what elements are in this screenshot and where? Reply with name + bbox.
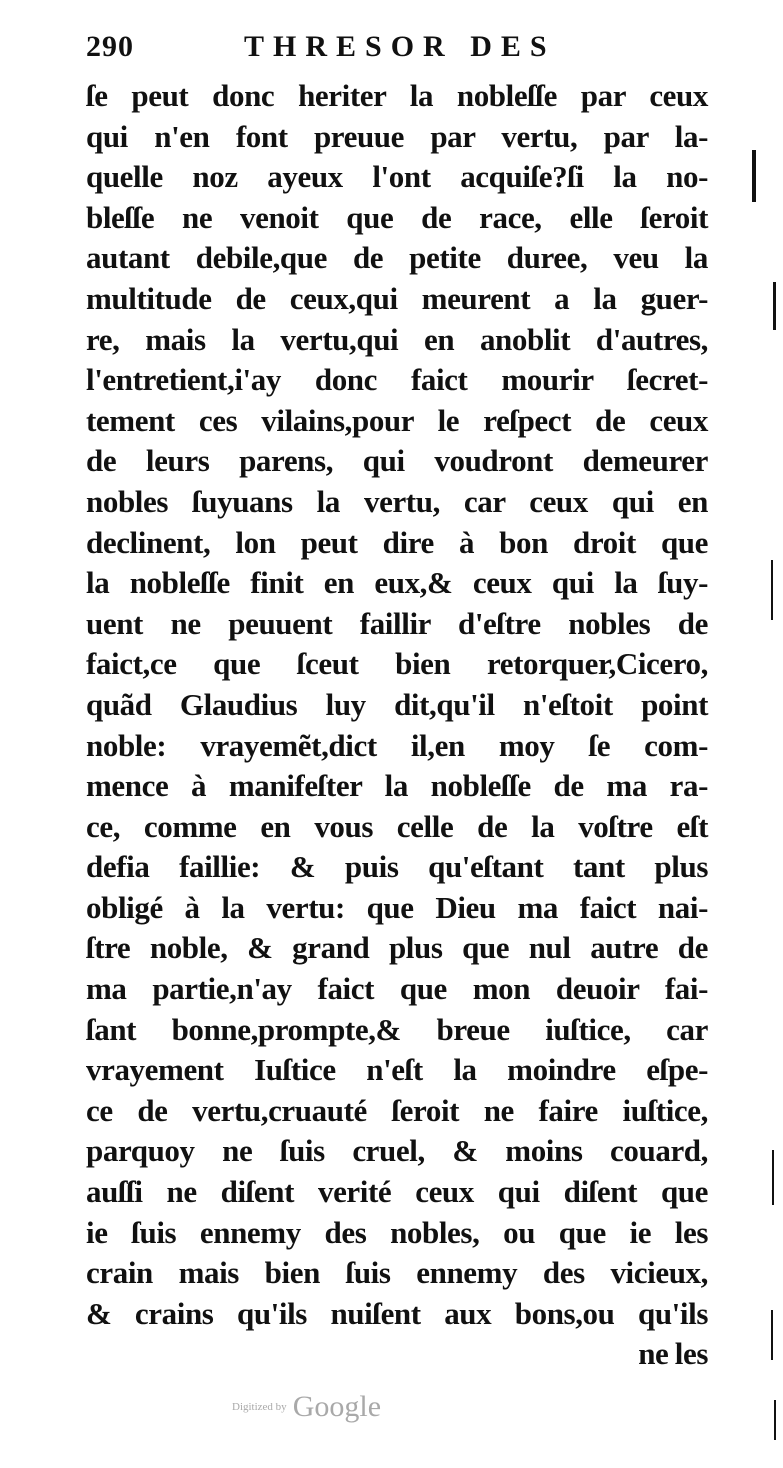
text-line: tement ces vilains,pour le reſpect de ceux bbox=[86, 402, 708, 438]
page-header bbox=[86, 30, 706, 70]
text-line: bleſſe ne venoit que de race, elle ſeroit bbox=[86, 199, 708, 235]
watermark-prefix: Digitized by bbox=[232, 1401, 287, 1413]
right-edge-mark bbox=[772, 1150, 774, 1205]
text-line: ſant bonne,prompte,& breue iuſtice, car bbox=[86, 1011, 708, 1047]
text-line: qui n'en font preuue par vertu, par la- bbox=[86, 118, 708, 154]
text-line: ce de vertu,cruauté ſeroit ne faire iuſtice, bbox=[86, 1092, 708, 1128]
text-line: faict,ce que ſceut bien retorquer,Cicero, bbox=[86, 646, 708, 682]
text-line: parquoy ne ſuis cruel, & moins couard, bbox=[86, 1133, 708, 1169]
right-edge-mark bbox=[771, 560, 773, 620]
text-line: & crains qu'ils nuiſent aux bons,ou qu'ils bbox=[86, 1295, 708, 1331]
running-head: THRESOR DES bbox=[244, 30, 556, 63]
text-line: obligé à la vertu: que Dieu ma faict nai- bbox=[86, 889, 708, 925]
text-line: de leurs parens, qui voudront demeurer bbox=[86, 443, 708, 479]
right-edge-mark bbox=[774, 1400, 776, 1440]
digitization-watermark bbox=[232, 1390, 381, 1424]
text-line: l'entretient,i'ay donc faict mourir ſecret- bbox=[86, 362, 708, 398]
right-edge-mark bbox=[752, 150, 756, 202]
text-line: vrayement Iuſtice n'eſt la moindre eſpe- bbox=[86, 1052, 708, 1088]
text-line: la nobleſſe finit en eux,& ceux qui la ſuy- bbox=[86, 565, 708, 601]
text-line: uent ne peuuent faillir d'eſtre nobles de bbox=[86, 605, 708, 641]
text-line: autant debile,que de petite duree, veu la bbox=[86, 240, 708, 276]
text-line: quelle noz ayeux l'ont acquiſe?ſi la no- bbox=[86, 159, 708, 195]
text-line: auſſi ne diſent verité ceux qui diſent que bbox=[86, 1174, 708, 1210]
text-line: nobles ſuyuans la vertu, car ceux qui en bbox=[86, 483, 708, 519]
text-line: ie ſuis ennemy des nobles, ou que ie les bbox=[86, 1214, 708, 1250]
text-line: ſe peut donc heriter la nobleſſe par ceux bbox=[86, 78, 708, 113]
right-edge-mark bbox=[771, 1310, 773, 1360]
text-line: re, mais la vertu,qui en anoblit d'autres, bbox=[86, 321, 708, 357]
catchword-line: ne les bbox=[638, 1336, 708, 1372]
text-line: declinent, lon peut dire à bon droit que bbox=[86, 524, 708, 560]
text-line: quãd Glaudius luy dit,qu'il n'eſtoit point bbox=[86, 686, 708, 722]
body-text bbox=[86, 76, 708, 1375]
text-line: ma partie,n'ay faict que mon deuoir fai- bbox=[86, 971, 708, 1007]
text-line: crain mais bien ſuis ennemy des vicieux, bbox=[86, 1255, 708, 1291]
right-edge-mark bbox=[773, 282, 776, 330]
text-line: defia faillie: & puis qu'eſtant tant plus bbox=[86, 849, 708, 885]
text-line: mence à manifeſter la nobleſſe de ma ra- bbox=[86, 768, 708, 804]
page-number: 290 bbox=[86, 30, 134, 63]
text-line: ce, comme en vous celle de la voſtre eſt bbox=[86, 808, 708, 844]
text-line: ſtre noble, & grand plus que nul autre de bbox=[86, 930, 708, 966]
text-line: multitude de ceux,qui meurent a la guer- bbox=[86, 280, 708, 316]
google-logo: Google bbox=[292, 1390, 382, 1423]
text-line: noble: vrayemẽt,dict il,en moy ſe com- bbox=[86, 727, 708, 763]
